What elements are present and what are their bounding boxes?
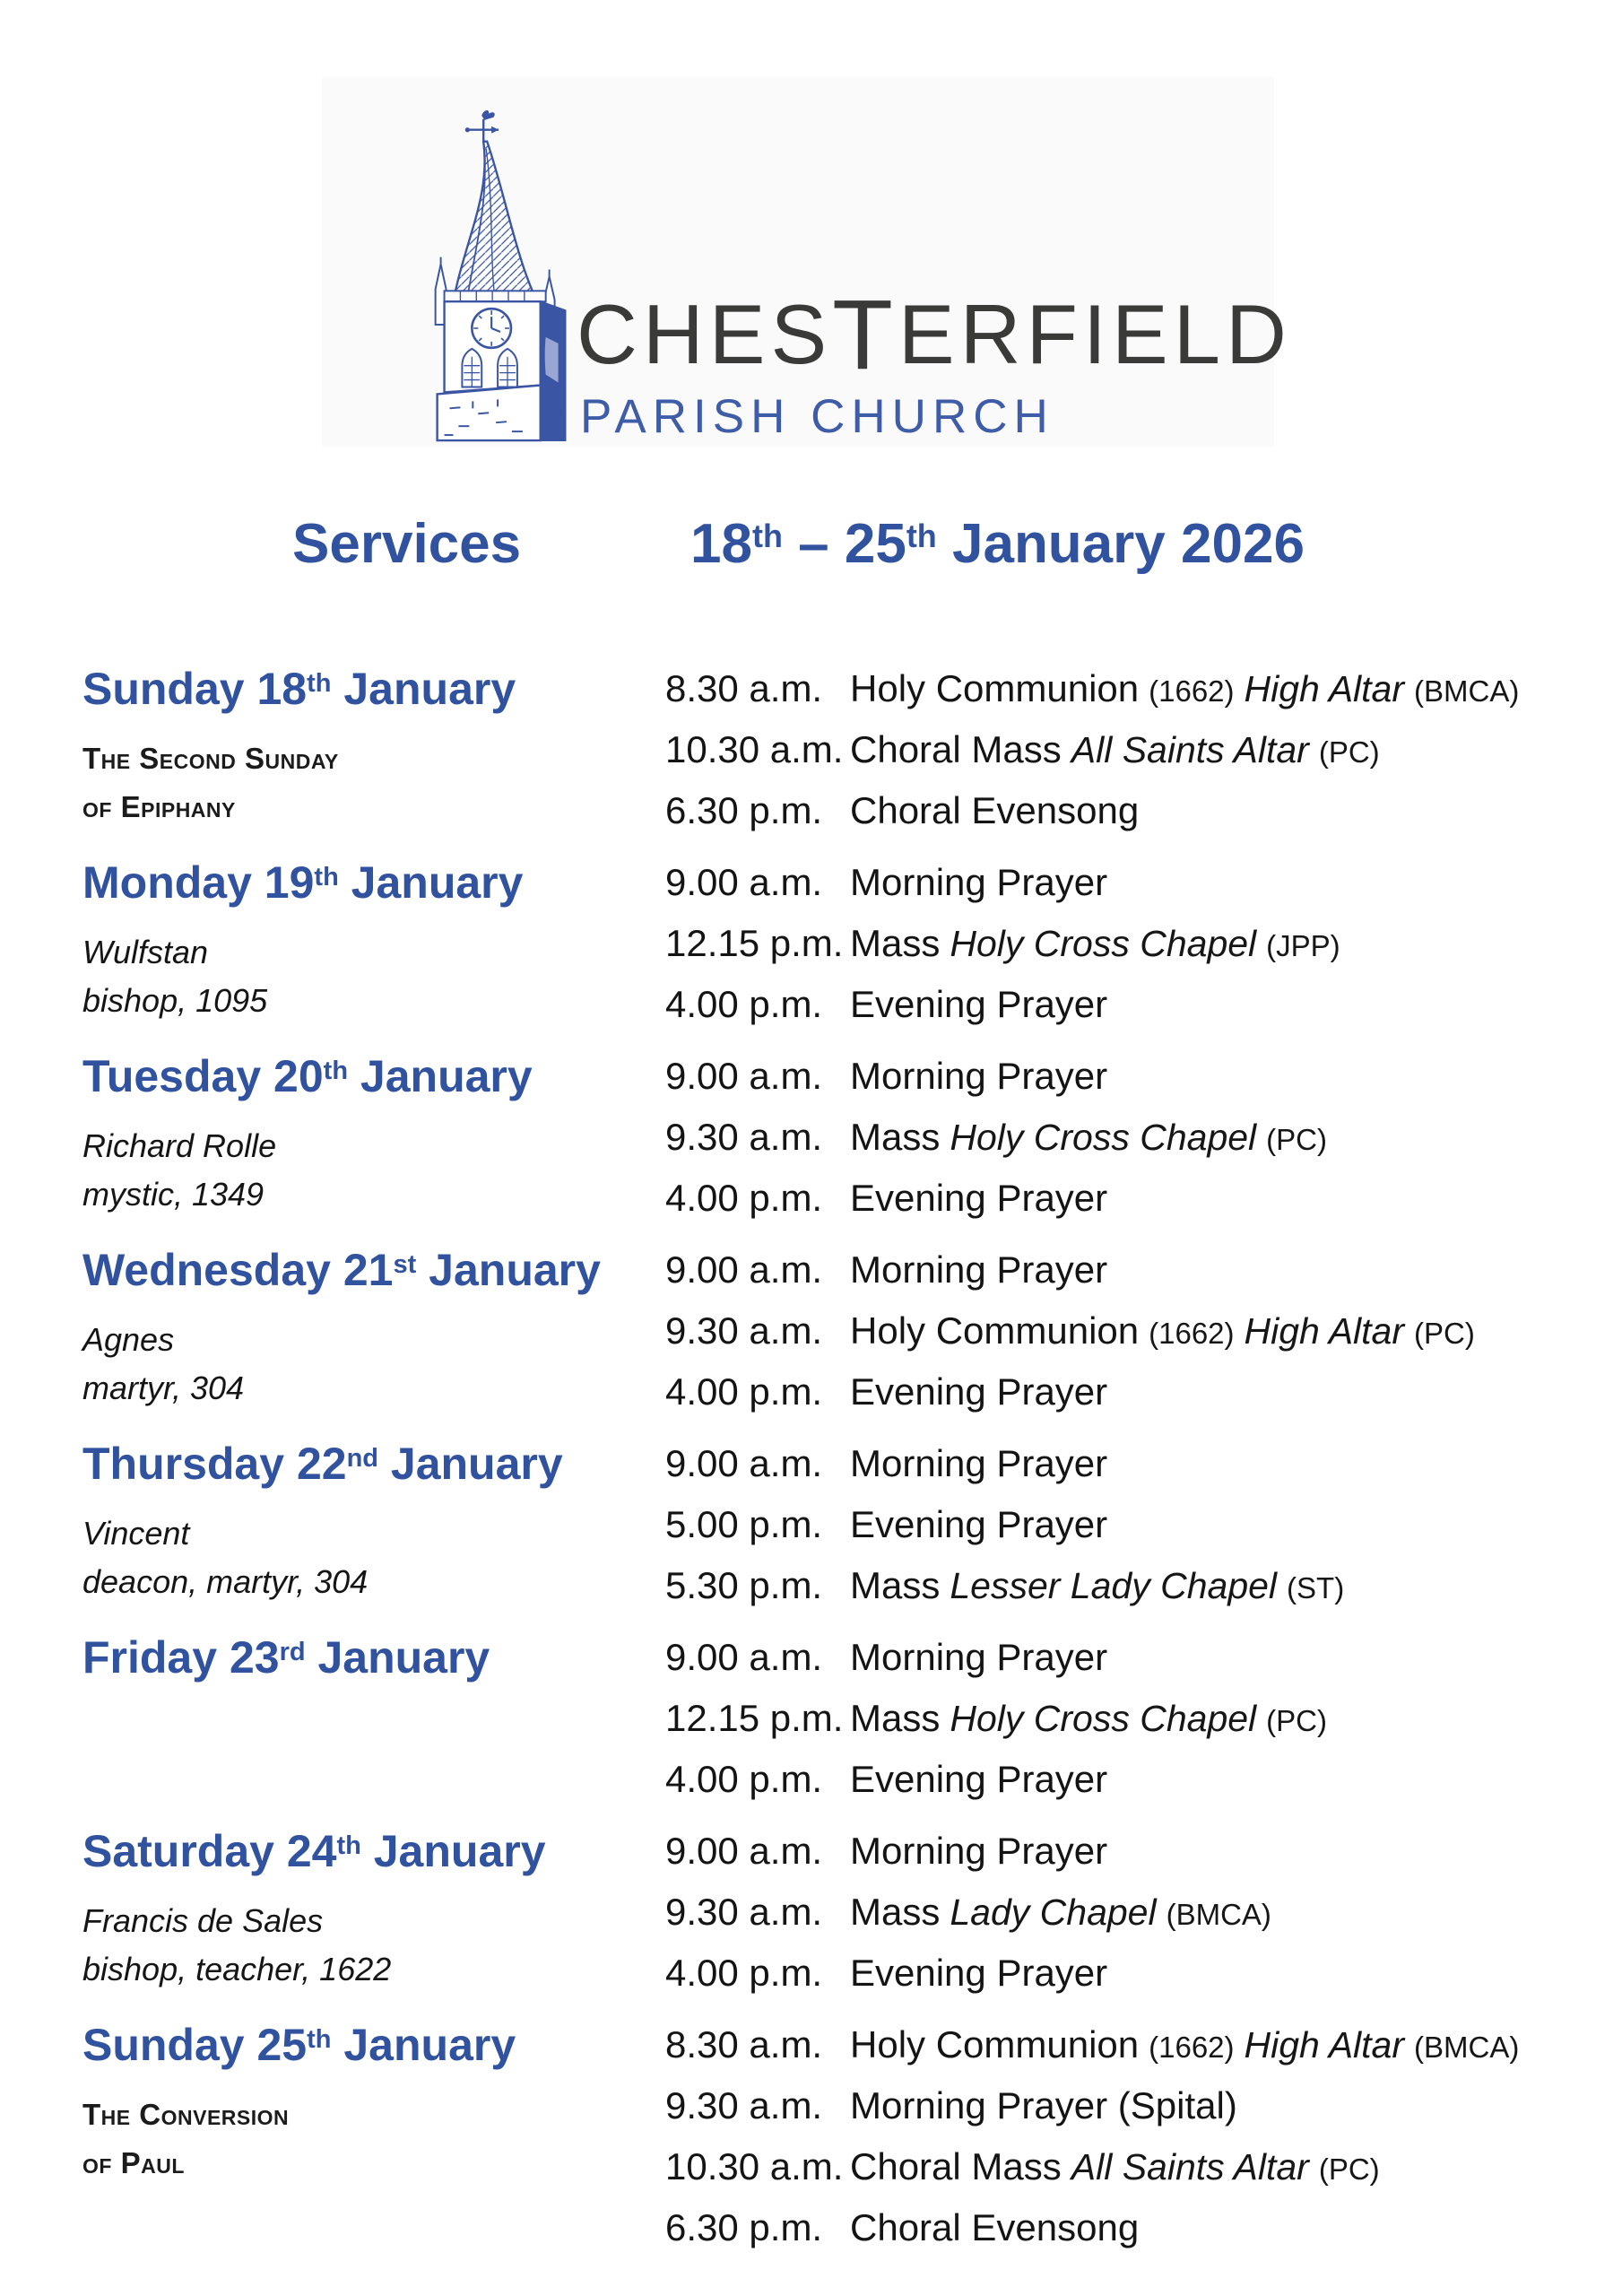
service-segment-name: Evening Prayer [850, 983, 1108, 1026]
service-row [665, 785, 1622, 846]
service-row [665, 1753, 1622, 1814]
service-segment-name: Morning Prayer [850, 1248, 1108, 1292]
service-segment-name: Morning Prayer [850, 1442, 1108, 1485]
service-segment-name: Choral Mass [850, 728, 1062, 771]
day-heading-ordinal: st [393, 1250, 417, 1280]
service-description [850, 1886, 1271, 1947]
service-segment-paren: (PC) [1266, 1123, 1327, 1157]
service-time: 4.00 p.m. [665, 1177, 823, 1220]
day-heading [82, 1438, 665, 1497]
service-time: 5.00 p.m. [665, 1503, 823, 1546]
day-heading [82, 1050, 665, 1109]
service-time: 12.15 p.m. [665, 1697, 844, 1740]
day-heading-tail: January [416, 1245, 601, 1296]
service-row [665, 2202, 1622, 2263]
day-heading-tail: January [348, 1051, 533, 1102]
service-segment-paren: (BMCA) [1414, 674, 1520, 709]
day-heading [82, 1825, 665, 1884]
day-services [665, 2019, 1622, 2263]
day-heading-tail: January [305, 1632, 490, 1683]
service-row [665, 2080, 1622, 2141]
service-segment-name: Mass [850, 1891, 941, 1934]
service-description [850, 978, 1107, 1039]
date-text: – 25 [782, 513, 906, 575]
service-description [850, 1825, 1107, 1886]
service-segment-paren: (PC) [1318, 735, 1380, 770]
day-subtitle: bishop, 1095 [82, 982, 268, 1020]
service-time: 4.00 p.m. [665, 1952, 823, 1995]
day-services [665, 1438, 1622, 1621]
day-heading-ordinal: th [314, 863, 339, 892]
service-description [850, 1111, 1327, 1172]
date-ordinal: th [906, 517, 937, 554]
service-description [850, 1560, 1344, 1621]
day-heading-main: Thursday 22 [82, 1439, 347, 1490]
service-row [665, 1825, 1622, 1886]
service-time: 6.30 p.m. [665, 2206, 823, 2249]
service-time: 12.15 p.m. [665, 922, 844, 965]
service-time: 9.00 a.m. [665, 1442, 823, 1485]
service-time: 9.30 a.m. [665, 1891, 823, 1934]
service-row [665, 1111, 1622, 1172]
date-ordinal: th [751, 517, 783, 554]
service-segment-italic: Holy Cross Chapel [950, 923, 1257, 965]
service-row [665, 978, 1622, 1039]
day-services [665, 857, 1622, 1039]
service-segment-name: Choral Evensong [850, 2206, 1140, 2249]
service-row [665, 857, 1622, 918]
day-subtitle: Richard Rolle [82, 1127, 277, 1165]
day-heading-tail: January [338, 857, 524, 909]
brand-part2: ERFIELD [898, 287, 1292, 381]
service-time: 4.00 p.m. [665, 1370, 823, 1413]
service-segment-name: Choral Evensong [850, 789, 1140, 832]
day-info [82, 857, 665, 1039]
date-range [690, 511, 1305, 578]
day-services [665, 663, 1622, 846]
day-block [82, 663, 1622, 846]
service-row [665, 1886, 1622, 1947]
day-block [82, 2019, 1622, 2263]
day-subtitle: deacon, martyr, 304 [82, 1563, 369, 1601]
service-row [665, 1366, 1622, 1427]
service-segment-paren: (PC) [1266, 1704, 1327, 1738]
service-row [665, 1172, 1622, 1233]
day-heading [82, 857, 665, 916]
service-time: 8.30 a.m. [665, 2023, 823, 2066]
day-subtitle: Francis de Sales [82, 1902, 324, 1940]
page-title: Services [292, 513, 522, 575]
service-segment-name: Morning Prayer (Spital) [850, 2084, 1237, 2127]
service-segment-paren: (ST) [1287, 1571, 1345, 1605]
day-heading-tail: January [360, 1826, 546, 1877]
service-row [665, 1499, 1622, 1560]
service-segment-name: Mass [850, 922, 941, 965]
day-info [82, 2019, 665, 2263]
day-info [82, 1438, 665, 1621]
service-time: 9.30 a.m. [665, 2084, 823, 2127]
weathercock-icon [465, 110, 499, 144]
service-segment-name: Holy Communion [850, 1309, 1140, 1352]
service-time: 9.30 a.m. [665, 1116, 823, 1159]
service-segment-paren: (1662) [1149, 2031, 1235, 2065]
day-heading-main: Sunday 25 [82, 2020, 308, 2071]
logo [322, 77, 1292, 447]
service-segment-paren: (1662) [1149, 1317, 1235, 1351]
day-info [82, 1631, 665, 1814]
day-heading-main: Wednesday 21 [82, 1245, 394, 1296]
service-segment-italic: Lady Chapel [950, 1892, 1157, 1934]
date-text: January 2026 [936, 513, 1305, 575]
service-segment-name: Evening Prayer [850, 1952, 1108, 1995]
day-heading-tail: January [331, 2020, 516, 2071]
service-description [850, 1366, 1107, 1427]
service-segment-name: Morning Prayer [850, 1055, 1108, 1098]
service-segment-italic: Holy Cross Chapel [950, 1698, 1257, 1740]
service-segment-italic: High Altar [1244, 2024, 1405, 2066]
day-heading-ordinal: th [307, 669, 332, 699]
day-block [82, 1050, 1622, 1233]
service-row [665, 1244, 1622, 1305]
service-time: 9.30 a.m. [665, 1309, 823, 1352]
service-description [850, 1499, 1107, 1560]
day-services [665, 1050, 1622, 1233]
date-text: 18 [690, 513, 752, 575]
service-description [850, 785, 1139, 846]
service-segment-name: Evening Prayer [850, 1503, 1108, 1546]
day-info [82, 663, 665, 846]
service-segment-name: Choral Mass [850, 2145, 1062, 2188]
service-description [850, 1692, 1327, 1753]
service-time: 8.30 a.m. [665, 667, 823, 710]
day-heading [82, 2019, 665, 2078]
day-heading-main: Saturday 24 [82, 1826, 337, 1877]
day-services [665, 1825, 1622, 2008]
day-heading-ordinal: th [323, 1057, 349, 1086]
service-description [850, 724, 1380, 785]
service-segment-name: Morning Prayer [850, 1830, 1108, 1873]
day-subtitle: of Epiphany [82, 790, 236, 824]
service-row [665, 1050, 1622, 1111]
day-heading-ordinal: th [307, 2025, 332, 2055]
service-segment-name: Mass [850, 1697, 941, 1740]
service-segment-paren: (JPP) [1266, 929, 1340, 963]
service-time: 4.00 p.m. [665, 983, 823, 1026]
service-description [850, 2019, 1519, 2080]
day-block [82, 857, 1622, 1039]
schedule [0, 663, 1622, 2263]
service-time: 10.30 a.m. [665, 728, 844, 771]
service-time: 9.00 a.m. [665, 1830, 823, 1873]
day-services [665, 1631, 1622, 1814]
service-time: 4.00 p.m. [665, 1758, 823, 1801]
day-subtitle: Wulfstan [82, 934, 209, 971]
service-time: 9.00 a.m. [665, 1055, 823, 1098]
service-description [850, 857, 1107, 918]
day-block [82, 1244, 1622, 1427]
service-row [665, 1947, 1622, 2008]
service-segment-paren: (BMCA) [1166, 1898, 1271, 1932]
service-row [665, 918, 1622, 978]
day-subtitle: Agnes [82, 1321, 175, 1359]
day-subtitle: of Paul [82, 2146, 185, 2180]
service-segment-paren: (BMCA) [1414, 2031, 1520, 2065]
day-info [82, 1244, 665, 1427]
service-row [665, 724, 1622, 785]
service-row [665, 663, 1622, 724]
day-heading [82, 1631, 665, 1691]
service-description [850, 2141, 1380, 2202]
day-subtitle: martyr, 304 [82, 1370, 245, 1407]
service-row [665, 1631, 1622, 1692]
service-segment-italic: Holy Cross Chapel [950, 1117, 1257, 1159]
service-time: 10.30 a.m. [665, 2145, 844, 2188]
day-info [82, 1050, 665, 1233]
service-time: 9.00 a.m. [665, 1636, 823, 1679]
service-segment-paren: (PC) [1318, 2152, 1380, 2187]
service-segment-paren: (1662) [1149, 674, 1235, 709]
service-row [665, 1692, 1622, 1753]
service-segment-paren: (PC) [1414, 1317, 1475, 1351]
service-description [850, 1753, 1107, 1814]
service-segment-italic: All Saints Altar [1071, 2146, 1309, 2188]
service-row [665, 1560, 1622, 1621]
service-segment-name: Evening Prayer [850, 1370, 1108, 1413]
page-title-row [0, 511, 1622, 578]
day-services [665, 1244, 1622, 1427]
service-description [850, 1438, 1107, 1499]
day-heading-tail: January [378, 1439, 563, 1490]
day-subtitle: mystic, 1349 [82, 1176, 265, 1213]
clock-icon [472, 309, 511, 348]
service-segment-name: Morning Prayer [850, 1636, 1108, 1679]
day-heading [82, 1244, 665, 1303]
day-heading-ordinal: nd [346, 1444, 378, 1474]
day-block [82, 1631, 1622, 1814]
brand-part1: CHES [577, 287, 833, 381]
service-description [850, 918, 1340, 978]
brand-name: CHESTERFIELD [577, 279, 1292, 391]
service-segment-name: Evening Prayer [850, 1177, 1108, 1220]
service-time: 9.00 a.m. [665, 861, 823, 904]
service-segment-name: Mass [850, 1564, 941, 1607]
service-segment-italic: High Altar [1244, 1310, 1405, 1352]
service-time: 9.00 a.m. [665, 1248, 823, 1292]
service-description [850, 1050, 1107, 1111]
day-heading-main: Tuesday 20 [82, 1051, 324, 1102]
service-segment-name: Holy Communion [850, 2023, 1140, 2066]
day-block [82, 1825, 1622, 2008]
service-description [850, 1172, 1107, 1233]
service-segment-italic: High Altar [1244, 668, 1405, 710]
day-subtitle: Vincent [82, 1515, 190, 1552]
day-block [82, 1438, 1622, 1621]
service-description [850, 2202, 1139, 2263]
service-segment-name: Morning Prayer [850, 861, 1108, 904]
service-segment-italic: Lesser Lady Chapel [950, 1565, 1278, 1607]
day-subtitle: The Second Sunday [82, 742, 339, 776]
day-subtitle: The Conversion [82, 2098, 290, 2132]
service-description [850, 1305, 1475, 1366]
service-description [850, 2080, 1237, 2141]
day-heading-main: Friday 23 [82, 1632, 280, 1683]
day-heading-ordinal: rd [279, 1638, 306, 1667]
day-heading-ordinal: th [336, 1831, 361, 1861]
service-row [665, 1438, 1622, 1499]
day-heading [82, 663, 665, 722]
service-row [665, 2019, 1622, 2080]
service-time: 5.30 p.m. [665, 1564, 823, 1607]
service-time: 6.30 p.m. [665, 789, 823, 832]
service-description [850, 1244, 1107, 1305]
service-description [850, 1947, 1107, 2008]
day-subtitle: bishop, teacher, 1622 [82, 1951, 392, 1988]
service-description [850, 1631, 1107, 1692]
service-segment-name: Evening Prayer [850, 1758, 1108, 1801]
day-heading-main: Sunday 18 [82, 664, 308, 715]
service-row [665, 1305, 1622, 1366]
day-heading-tail: January [331, 664, 516, 715]
day-info [82, 1825, 665, 2008]
service-segment-italic: All Saints Altar [1071, 729, 1309, 771]
service-row [665, 2141, 1622, 2202]
day-heading-main: Monday 19 [82, 857, 315, 909]
service-segment-name: Holy Communion [850, 667, 1140, 710]
brand-subtitle: PARISH CHURCH [580, 390, 1054, 443]
service-segment-name: Mass [850, 1116, 941, 1159]
service-description [850, 663, 1519, 724]
